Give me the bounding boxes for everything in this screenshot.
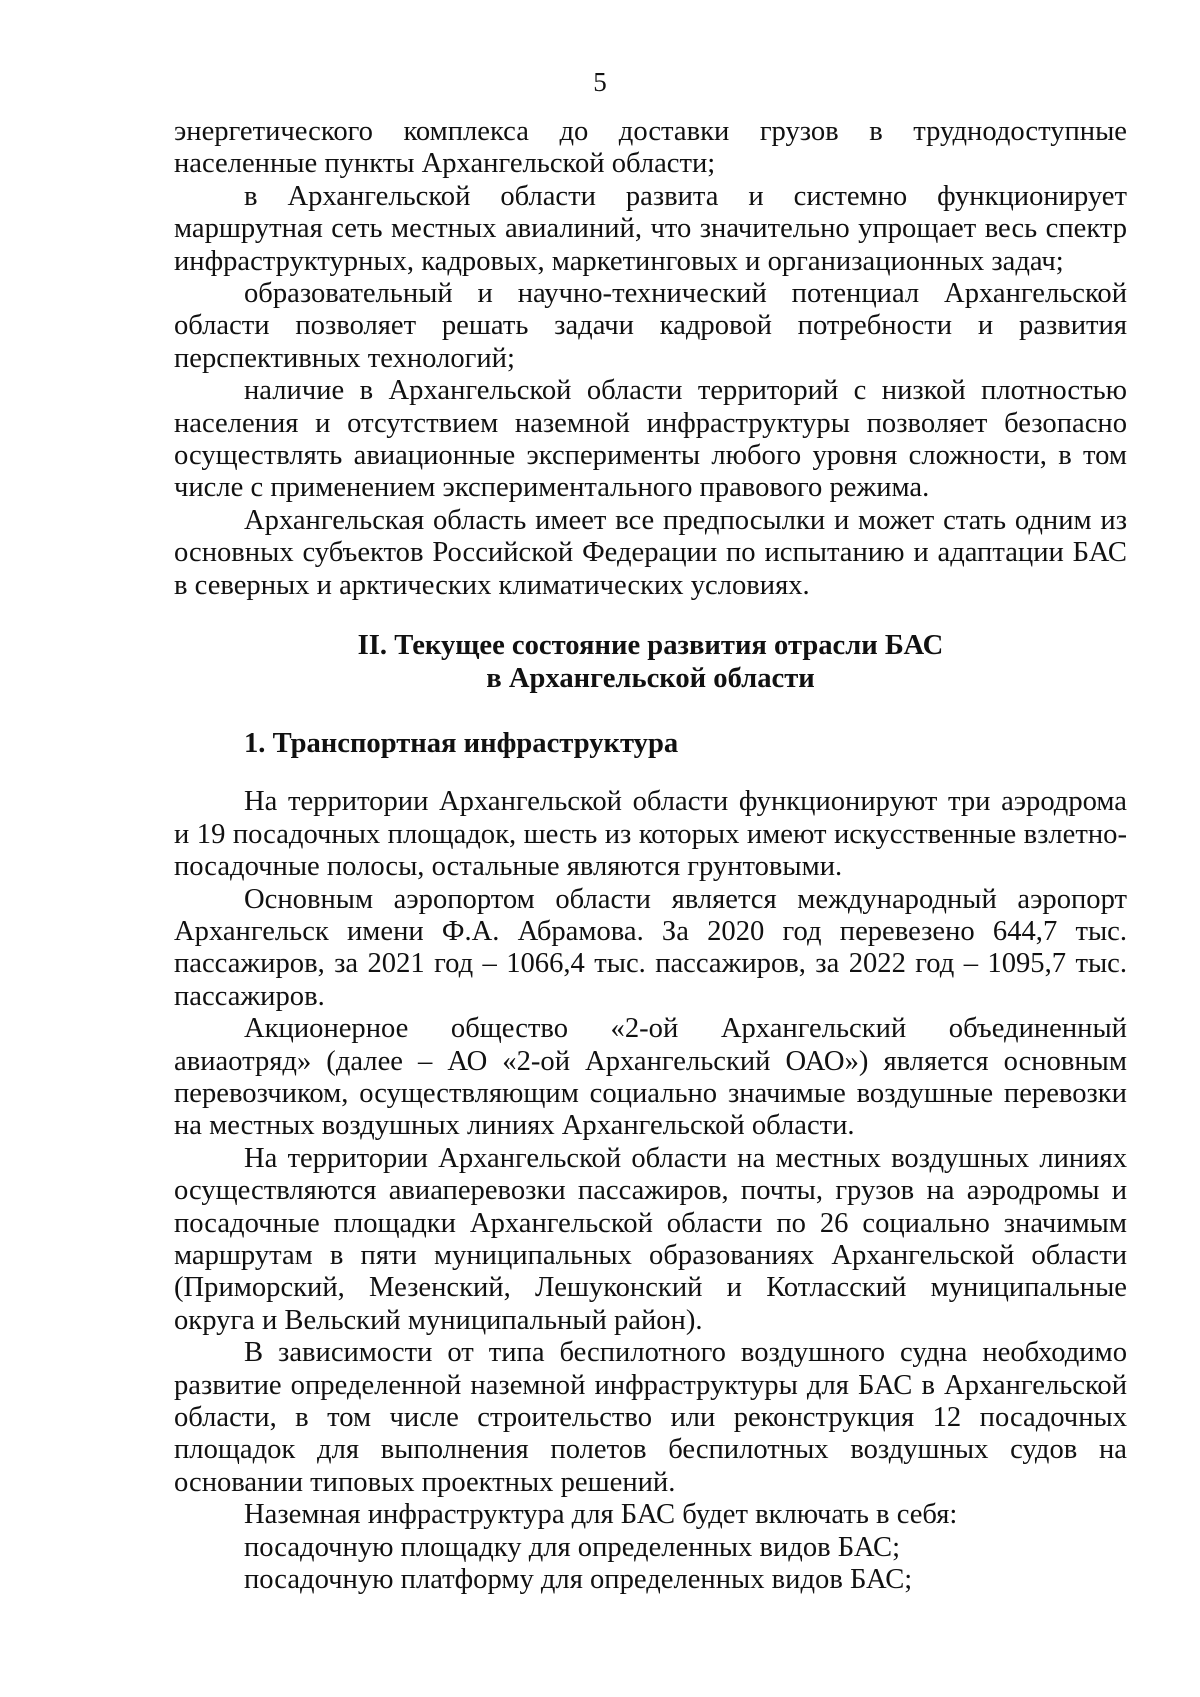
page-number: 5 xyxy=(593,67,607,97)
document-body xyxy=(174,116,1127,1596)
paragraph: На территории Архангельской области функционируют три аэродрома и 19 посадочных площадок, шесть из которых имеют искусственные взлетно-посадочные полосы, остальные являются грунтовыми. xyxy=(174,786,1127,883)
section-title-line: в Архангельской области xyxy=(486,662,815,694)
paragraph: в Архангельской области развита и системно функционирует маршрутная сеть местных авиалиний, что значительно упрощает весь спектр инфраструктурных, кадровых, маркетинговых и организационных задач; xyxy=(174,180,1127,277)
list-line: посадочную площадку для определенных видов БАС; xyxy=(244,1531,901,1563)
list-line: Наземная инфраструктура для БАС будет включать в себя: xyxy=(244,1499,958,1531)
paragraph: На территории Архангельской области на местных воздушных линиях осуществляются авиаперевозки пассажиров, почты, грузов на аэродромы и посадочные площадки Архангельской области по 26 социально значимым маршрутам в пяти муниципальных образованиях Архангельской области (Приморский, Мезенский, Лешуконский и Котласский муниципальные округа и Вельский муниципальный район). xyxy=(174,1142,1127,1336)
subsection-title: 1. Транспортная инфраструктура xyxy=(244,727,679,759)
paragraph: В зависимости от типа беспилотного воздушного судна необходимо развитие определенной наземной инфраструктуры для БАС в Архангельской области, в том числе строительство или реконструкция 12 посадочных площадок для выполнения полетов беспилотных воздушных судов на основании типовых проектных решений. xyxy=(174,1337,1127,1498)
paragraph: энергетического комплекса до доставки грузов в труднодоступные населенные пункты Архангельской области; xyxy=(174,116,1127,180)
section-title-line: II. Текущее состояние развития отрасли БАС xyxy=(357,630,944,662)
paragraph: Основным аэропортом области является международный аэропорт Архангельск имени Ф.А. Абрамова. За 2020 год перевезено 644,7 тыс. пассажиров, за 2021 год – 1066,4 тыс. пассажиров, за 2022 год – 1095,7 тыс. пассажиров. xyxy=(174,883,1127,1012)
paragraph: образовательный и научно-технический потенциал Архангельской области позволяет решать задачи кадровой потребности и развития перспективных технологий; xyxy=(174,278,1127,374)
list-line: посадочную платформу для определенных видов БАС; xyxy=(244,1564,913,1596)
section-title xyxy=(174,630,1127,695)
paragraph: Архангельская область имеет все предпосылки и может стать одним из основных субъектов Российской Федерации по испытанию и адаптации БАС в северных и арктических климатических условиях. xyxy=(174,504,1127,601)
paragraph: Акционерное общество «2-ой Архангельский объединенный авиаотряд» (далее – АО «2-ой Архангельский ОАО») является основным перевозчиком, осуществляющим социально значимые воздушные перевозки на местных воздушных линиях Архангельской области. xyxy=(174,1013,1127,1142)
paragraph: наличие в Архангельской области территорий с низкой плотностью населения и отсутствием наземной инфраструктуры позволяет безопасно осуществлять авиационные эксперименты любого уровня сложности, в том числе с применением экспериментального правового режима. xyxy=(174,375,1127,504)
